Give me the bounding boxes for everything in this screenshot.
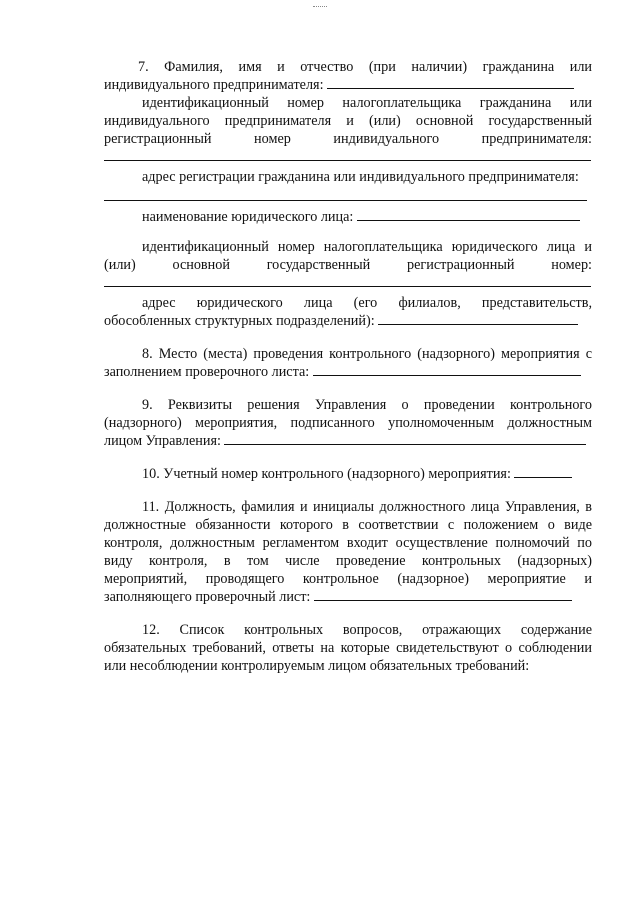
item-11	[104, 498, 592, 606]
legal-entity-name-field[interactable]	[357, 208, 580, 221]
decision-details-field[interactable]	[224, 432, 586, 445]
item7-heading-line1: 7. Фамилия, имя и отчество (при наличии) гражданина или	[138, 59, 592, 75]
item11-line6	[104, 588, 592, 606]
inspection-place-field[interactable]	[313, 363, 581, 376]
item-8	[104, 345, 592, 381]
item7-heading-line2-text: индивидуального предпринимателя:	[104, 77, 324, 93]
item9-line3-text: лицом Управления:	[104, 433, 221, 449]
form-content	[104, 58, 592, 675]
item7-inn-line1: идентификационный номер налогоплательщика гражданина или	[142, 95, 592, 111]
item8-line2-text: заполнением проверочного листа:	[104, 364, 310, 380]
item9-line2: (надзорного) мероприятия, подписанного уполномоченным должностным	[104, 415, 592, 431]
registration-number-field[interactable]	[514, 465, 572, 478]
item7-heading-line2	[104, 76, 592, 94]
item12-line2: обязательных требований, ответы на которые свидетельствуют о соблюдении	[104, 640, 592, 656]
item7-legal-inn-line1: идентификационный номер налогоплательщика юридического лица и	[142, 239, 592, 255]
item7-legal-address-line1: адрес юридического лица (его филиалов, представительств,	[142, 295, 592, 311]
item11-line6-text: заполняющего проверочный лист:	[104, 589, 311, 605]
item-7	[104, 58, 592, 330]
item10-line1-text: 10. Учетный номер контрольного (надзорного) мероприятия:	[142, 466, 511, 482]
citizen-name-field[interactable]	[327, 76, 574, 89]
item7-legal-address-text: обособленных структурных подразделений):	[104, 313, 375, 329]
page-top-mark	[313, 6, 327, 8]
item12-line3: или несоблюдении контролируемым лицом обязательных требований:	[104, 658, 530, 674]
item11-line4: виду контроля, в том числе проведение контрольных (надзорных)	[104, 553, 592, 569]
item7-address-citizen: адрес регистрации гражданина или индивидуального предпринимателя:	[142, 169, 579, 185]
item9-line1: 9. Реквизиты решения Управления о проведении контрольного	[142, 397, 592, 413]
inspector-details-field[interactable]	[314, 588, 572, 601]
legal-entity-address-field[interactable]	[378, 312, 578, 325]
item-10	[104, 465, 592, 483]
item11-line5: мероприятий, проводящего контрольное (надзорное) мероприятие и	[104, 571, 592, 587]
item7-legal-inn-line2: (или) основной государственный регистрационный номер:	[104, 257, 592, 273]
item7-inn-line3: регистрационный номер индивидуального предпринимателя:	[104, 131, 592, 147]
item8-line2	[104, 363, 592, 381]
item-9	[104, 396, 592, 450]
item-12	[104, 621, 592, 675]
item10-line1	[104, 465, 592, 483]
item7-legal-address-line2	[104, 312, 592, 330]
item7-legal-name-text: наименование юридического лица:	[142, 209, 354, 225]
item8-line1: 8. Место (места) проведения контрольного (надзорного) мероприятия с	[142, 346, 592, 362]
item11-line3: контроля, должностным регламентом входит осуществление полномочий по	[104, 535, 592, 551]
item11-line1: 11. Должность, фамилия и инициалы должностного лица Управления, в	[142, 499, 592, 515]
item7-legal-name-line	[104, 208, 592, 226]
item9-line3	[104, 432, 592, 450]
item11-line2: должностные обязанности которого в соответствии с положением о виде	[104, 517, 592, 533]
item7-inn-line2: индивидуального предпринимателя и (или) основной государственный	[104, 113, 592, 129]
item12-line1: 12. Список контрольных вопросов, отражающих содержание	[142, 622, 592, 638]
